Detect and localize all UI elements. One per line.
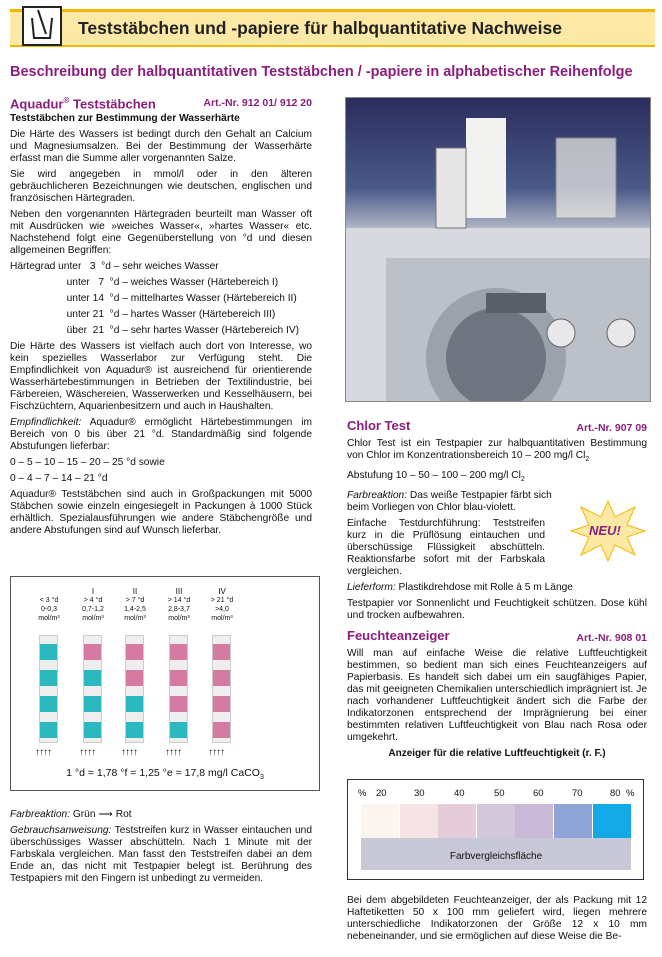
strip-pad — [213, 670, 230, 686]
feuchte-continued — [347, 895, 647, 947]
strip-pad — [170, 670, 187, 686]
paragraph: Neben den vorgenannten Härtegraden beurteilt man Wasser oft mit Ausdrücken wie »weiches Wasser«, »hartes Wasser« etc. Nachstehend folgt eine Gegenüberstellung von °d und diesen allgemeinen Begriffen: — [10, 209, 312, 256]
hardness-grade-label: I > 4 °d 0,7-1,2 mol/m³ — [82, 587, 104, 622]
test-strip — [212, 635, 231, 743]
hardness-line: Härtegrad unter 3 °d – sehr weiches Wasser — [10, 261, 219, 272]
humidity-scale-label: 50 — [494, 788, 505, 799]
humidity-scale-label: % — [626, 788, 635, 799]
paragraph: Testpapier vor Sonnenlicht und Feuchtigkeit schützen. Dose kühl und trocken aufbewahren. — [347, 598, 647, 622]
hardness-list — [10, 261, 312, 337]
strip-pad — [170, 696, 187, 712]
strip-pad — [213, 722, 230, 738]
paragraph: Die Härte des Wassers ist vielfach auch dort von Interesse, wo kein spezielles Wasserlabor zur Verfügung steht. Die Empfindlichkeit von Aquadur® ist ausreichend für orientierende Wasserhärtebestimmungen in Betrieben der Textilindustrie, bei Färbereien, Wäschereien, Wasserwerken und Kesselhäusern, bei Fischzüchtern, Aquarienbesitzern und auch in Haushalten. — [10, 341, 312, 412]
aquadur-heading: Aquadur® Teststäbchen Art.-Nr. 912 01/ 912 20 — [10, 96, 312, 112]
strip-pad — [126, 722, 143, 738]
hardness-grade-label: IV > 21 °d >4,0 mol/m³ — [210, 587, 234, 622]
strip-pad — [84, 722, 101, 738]
paragraph: Bei dem abgebildeten Feuchteanzeiger, der als Packung mit 12 Haftetiketten 50 x 100 mm geliefert wird, liegen mehrere unterschiedliche Indikatorzonen der Größe 12 x 10 mm nebeneinander, und sie ermöglichen auf diese Weise die Be- — [347, 895, 647, 942]
steps-line: 0 – 5 – 10 – 15 – 20 – 25 °d sowie — [10, 457, 165, 468]
humidity-indicator — [347, 779, 644, 880]
strip-pad — [40, 644, 57, 660]
arrow-up-icon: ↑↑↑↑ — [165, 747, 181, 758]
comparison-label: Farbvergleichsfläche — [449, 851, 543, 862]
strip-pad — [40, 670, 57, 686]
test-strip — [83, 635, 102, 743]
new-badge-label: NEU! — [589, 523, 621, 538]
hardness-line: unter 14 °d – mittelhartes Wasser (Härtebereich II) — [10, 293, 297, 304]
arrow-up-icon: ↑↑↑↑ — [35, 747, 51, 758]
humidity-indicator-zone — [438, 804, 476, 838]
usage-paragraph: Gebrauchsanweisung: Teststreifen kurz in Wasser eintauchen und überschüssiges Wasser abschütteln. Nach 1 Minute mit der Farbskala vergleichen. Man fasst den Teststreifen dabei an dem Ende an, das nicht mit Testpapier belegt ist. Berührung des Testpapiers mit den Fingern ist unbedingt zu vermeiden. — [10, 825, 312, 884]
paragraph: Abstufung 10 – 50 – 100 – 200 mg/l $Cl_2$ — [347, 470, 525, 484]
section-subtitle: Beschreibung der halbquantitativen Teststäbchen / -papiere in alphabetischer Reihenfolge — [10, 64, 633, 80]
humidity-scale-label: 70 — [572, 788, 583, 799]
hardness-grade-label: < 3 °d 0-0,3 mol/m³ — [38, 597, 60, 622]
hardness-line: über 21 °d – sehr hartes Wasser (Härtebereich IV) — [10, 325, 300, 336]
strip-pad — [126, 670, 143, 686]
strip-pad — [126, 696, 143, 712]
test-strip — [125, 635, 144, 743]
paragraph: Die Härte des Wassers ist bedingt durch den Gehalt an Calcium und Magnesiumsalzen. Bei der Bestimmung der Wasserhärte erfasst man die Summe aller vorgenannten Salze. — [10, 129, 312, 164]
test-strip — [169, 635, 188, 743]
strip-pad — [84, 644, 101, 660]
humidity-scale-label: 80 — [610, 788, 621, 799]
strip-pad — [213, 644, 230, 660]
humidity-scale-label: 20 — [376, 788, 387, 799]
comparison-area — [361, 838, 631, 870]
paragraph: Will man auf einfache Weise die relative Luftfeuchtigkeit bestimmen, so bedient man sich eines Feuchteanzeigers auf Papierbasis. Es handelt sich dabei um ein saugfähiges Papier, das mit geeigneten Chemikalien unterschiedlich imprägniert ist. Je nach vorhandener Luftfeuchtigkeit ändert sich die Farbe der Indikatorzonen entsprechend der Imprägnierung bei einer bestimmten relativen Luftfeuchtigkeit von Blau nach Rosa oder umgekehrt. — [347, 648, 647, 743]
hardness-grade-label: III > 14 °d 2,8-3,7 mol/m³ — [167, 587, 191, 622]
conversion-formula: 1 °d = 1,78 °f = 1,25 °e = 17,8 mg/l CaCO$_3$ — [66, 767, 264, 782]
hardness-color-scale — [10, 576, 320, 791]
paragraph: Sie wird angegeben in mmol/l oder in den älteren gebräuchlicheren Bezeichnungen wie deutschen, englischen und französischen Härtegraden. — [10, 169, 312, 204]
steps-line: 0 – 4 – 7 – 14 – 21 °d — [10, 473, 108, 484]
test-strip — [39, 635, 58, 743]
humidity-scale-label: % — [358, 788, 367, 799]
paragraph: Aquadur® Teststäbchen sind auch in Großpackungen mit 5000 Stäbchen sowie einzeln eingesiegelt in Packungen à 1000 Stück erhältlich. Spezialausführungen wie andere Stäbchengröße und andere Abstufungen sind auf Wunsch lieferbar. — [10, 489, 312, 536]
humidity-scale-label: 30 — [414, 788, 425, 799]
paragraph: Empfindlichkeit: Aquadur® ermöglicht Härtebestimmungen im Bereich von 0 bis über 21 °d. Standardmäßig sind folgende Abstufungen lieferbar: — [10, 417, 312, 452]
feuchte-art-number: Art.-Nr. 908 01 — [576, 632, 647, 644]
humidity-indicator-zone — [361, 804, 399, 838]
humidity-indicator-zone — [554, 804, 592, 838]
page-title: Teststäbchen und -papiere für halbquantitative Nachweise — [78, 18, 562, 38]
arrow-up-icon: ↑↑↑↑ — [79, 747, 95, 758]
product-photo — [345, 97, 651, 402]
paragraph: Einfache Testdurchführung: Teststreifen kurz in die Prüflösung eintauchen und überschüssige Flüssigkeit abschütteln. Reaktionsfarbe sofort mit der Farbskala vergleichen. — [347, 518, 545, 578]
hardness-line: unter 7 °d – weiches Wasser (Härtebereich I) — [10, 277, 279, 288]
aquadur-art-number: Art.-Nr. 912 01/ 912 20 — [203, 97, 312, 109]
reaction-line: Farbreaktion: Grün ⟶ Rot — [10, 809, 132, 820]
humidity-scale-label: 60 — [533, 788, 544, 799]
humidity-indicator-zone — [400, 804, 438, 838]
strip-pad — [170, 644, 187, 660]
humidity-indicator-zone — [477, 804, 515, 838]
arrow-up-icon: ↑↑↑↑ — [208, 747, 224, 758]
chlor-art-number: Art.-Nr. 907 09 — [576, 422, 647, 434]
strip-pad — [84, 670, 101, 686]
beaker-logo-icon — [22, 6, 62, 46]
page-header — [0, 0, 662, 50]
feuchte-section — [347, 630, 647, 764]
paragraph: Farbreaktion: Das weiße Testpapier färbt sich beim Vorliegen von Chlor blau-violett. — [347, 490, 552, 514]
left-column — [10, 95, 312, 541]
strip-pad — [84, 696, 101, 712]
hardness-line: unter 21 °d – hartes Wasser (Härtebereich III) — [10, 309, 276, 320]
arrow-up-icon: ↑↑↑↑ — [121, 747, 137, 758]
strip-pad — [213, 696, 230, 712]
paragraph: Chlor Test ist ein Testpapier zur halbquantitativen Bestimmung von Chlor im Konzentrationsbereich 10 – 200 mg/l $Cl_2$ — [347, 438, 647, 464]
paragraph: Lieferform: Plastikdrehdose mit Rolle à 5 m Länge — [347, 582, 573, 594]
aquadur-subhead: Teststäbchen zur Bestimmung der Wasserhärte — [10, 113, 240, 124]
humidity-caption: Anzeiger für die relative Luftfeuchtigkeit (r. F.) — [388, 748, 606, 759]
humidity-indicator-zone — [593, 804, 631, 838]
feuchte-heading: Feuchteanzeiger Art.-Nr. 908 01 — [347, 628, 647, 644]
hardness-grade-label: II > 7 °d 1,4-2,5 mol/m³ — [124, 587, 146, 622]
strip-pad — [40, 722, 57, 738]
chlor-heading: Chlor Test Art.-Nr. 907 09 — [347, 418, 647, 434]
new-badge — [569, 499, 647, 563]
left-column-bottom — [10, 809, 312, 889]
strip-pad — [40, 696, 57, 712]
humidity-indicator-zone — [515, 804, 553, 838]
strip-pad — [170, 722, 187, 738]
humidity-scale-label: 40 — [454, 788, 465, 799]
strip-pad — [126, 644, 143, 660]
